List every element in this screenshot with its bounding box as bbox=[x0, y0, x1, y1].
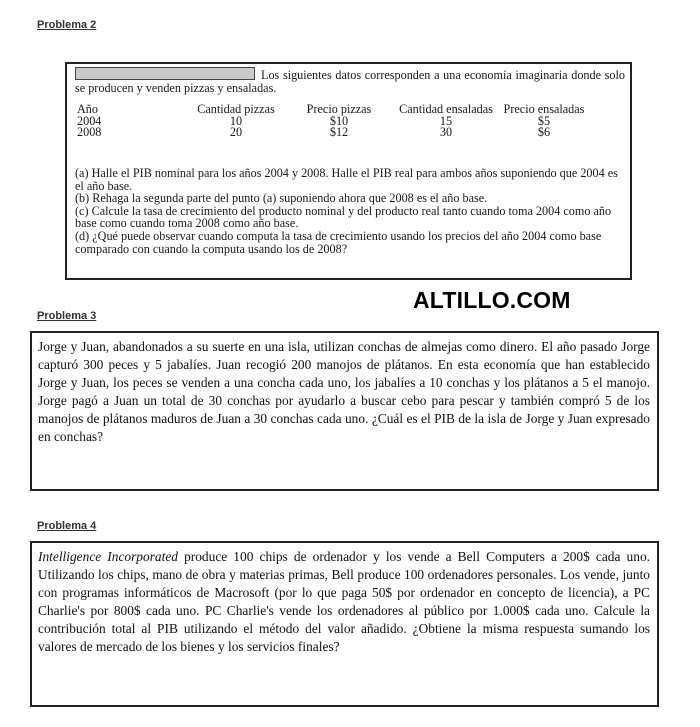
cell-year: 2008 bbox=[77, 125, 102, 139]
company-name: Intelligence Incorporated bbox=[38, 549, 178, 564]
header-price-pizzas: Precio pizzas bbox=[306, 102, 372, 116]
cell-year: 2004 bbox=[77, 113, 102, 128]
problem-4-paragraph bbox=[38, 548, 650, 656]
problem-4-text: produce 100 chips de ordenador y los vende a Bell Computers a 200$ cada uno. Utilizando los chips, mano de obra y materias primas, Bell produce 100 ordenadores personales. Los vende, junto con programas informáticos de Macrosoft (por lo que paga 50$ por ordenador en concepto de licencia), a PC Charlie's por 800$ cada uno. PC Charlie's vende los ordenadores al público por 1.000$ cada uno. Calcule la contribución total al PIB utilizando el método del valor añadido. ¿Obtiene la misma respuesta sumando los valores de mercado de los bienes y los servicios finales? bbox=[38, 549, 650, 654]
header-quantity-salads: Cantidad ensaladas bbox=[399, 102, 493, 116]
cell-price-pizzas: $12 bbox=[329, 125, 349, 139]
problem-2-questions bbox=[75, 167, 625, 255]
cell-price-pizzas: $10 bbox=[329, 113, 349, 128]
header-quantity-pizzas: Cantidad pizzas bbox=[197, 102, 275, 116]
problem-2-heading: Problema 2 bbox=[37, 19, 97, 31]
cell-quantity-pizzas: 10 bbox=[229, 113, 243, 128]
watermark: ALTILLO.COM bbox=[413, 287, 571, 313]
redacted-block bbox=[75, 67, 255, 80]
problem-3-heading: Problema 3 bbox=[37, 310, 97, 322]
question-a: (a) Halle el PIB nominal para los años 2004 y 2008. Halle el PIB real para ambos años suponiendo que 2004 es el año base. bbox=[75, 166, 618, 193]
problem-4-box bbox=[30, 541, 659, 707]
question-b: (b) Rehaga la segunda parte del punto (a) suponiendo ahora que 2008 es el año base. bbox=[75, 191, 488, 206]
problem-4-heading: Problema 4 bbox=[37, 520, 97, 532]
problem-3-text: Jorge y Juan, abandonados a su suerte en una isla, utilizan conchas de almejas como dinero. El año pasado Jorge capturó 300 peces y 5 jabalíes. Juan recogió 200 manojos de plátanos. En esta economía que han establecido Jorge y Juan, los peces se venden a una concha cada uno, los jabalíes a 10 conchas y los plátanos a 5 el manojo. Jorge pagó a Juan un total de 30 conchas por ayudarlo a buscar cebo para pescar y también compró 5 de los manojos de plátanos maduros de Juan a 30 conchas cada uno. ¿Cuál es el PIB de la isla de Jorge y Juan expresado en conchas? bbox=[38, 339, 650, 444]
problem-2-intro-text: Los siguientes datos corresponden a una economía imaginaria donde solo se producen y venden pizzas y ensaladas. bbox=[75, 68, 625, 95]
question-d: (d) ¿Qué puede observar cuando computa la tasa de crecimiento usando los precios del año 2004 como base comparado con cuando la computa usando los de 2008? bbox=[75, 228, 602, 256]
cell-quantity-salads: 30 bbox=[439, 125, 453, 139]
data-table bbox=[77, 104, 594, 139]
problem-2-box bbox=[65, 62, 632, 280]
cell-price-salads: $5 bbox=[537, 113, 551, 128]
table-row bbox=[77, 127, 594, 139]
header-year: Año bbox=[77, 102, 98, 116]
problem-3-box bbox=[30, 331, 659, 491]
question-c: (c) Calcule la tasa de crecimiento del producto nominal y del producto real tanto cuando toma 2004 como año base como cuando toma 2008 como año base. bbox=[75, 203, 612, 231]
cell-price-salads: $6 bbox=[537, 125, 551, 139]
header-price-salads: Precio ensaladas bbox=[503, 102, 585, 116]
cell-quantity-pizzas: 20 bbox=[229, 125, 243, 139]
problem-2-intro bbox=[75, 67, 625, 95]
cell-quantity-salads: 15 bbox=[439, 113, 453, 128]
